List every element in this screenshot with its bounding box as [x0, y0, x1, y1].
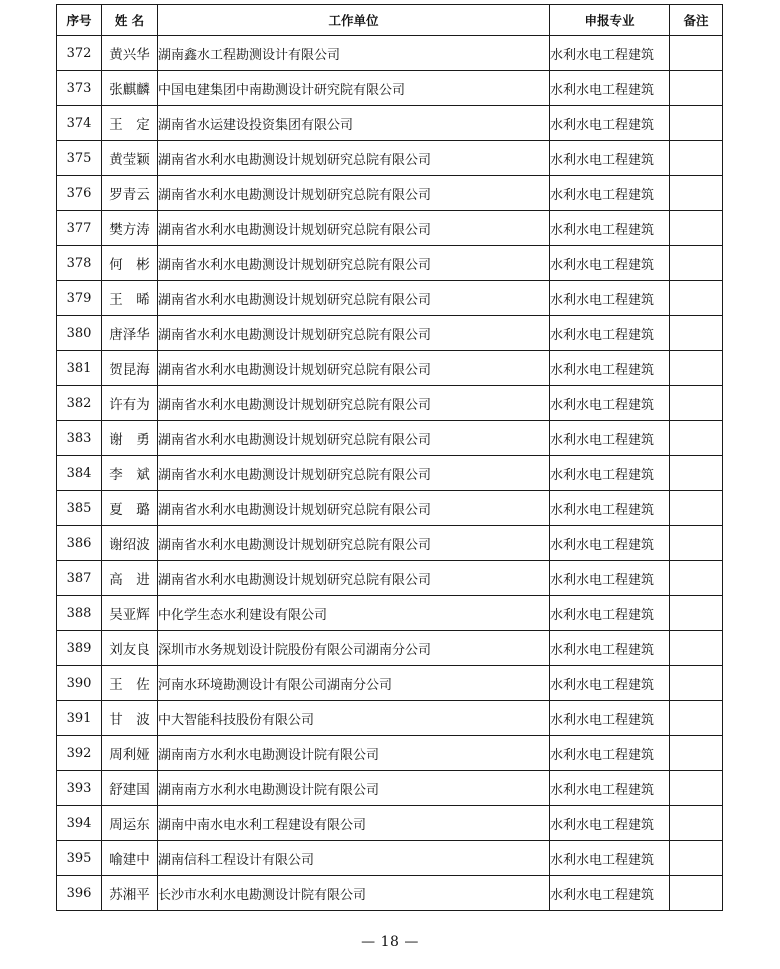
name-cell: 舒建国	[102, 771, 158, 806]
serial-number-cell: 385	[57, 491, 102, 526]
work-unit-cell: 湖南省水利水电勘测设计规划研究总院有限公司	[158, 246, 550, 281]
work-unit-cell: 湖南省水运建设投资集团有限公司	[158, 106, 550, 141]
table-row	[57, 841, 723, 876]
remarks-cell	[670, 421, 723, 456]
table-body	[57, 36, 723, 911]
remarks-cell	[670, 211, 723, 246]
table-row	[57, 806, 723, 841]
remarks-cell	[670, 141, 723, 176]
work-unit-cell: 湖南省水利水电勘测设计规划研究总院有限公司	[158, 141, 550, 176]
work-unit-cell: 河南水环境勘测设计有限公司湖南分公司	[158, 666, 550, 701]
table-row	[57, 36, 723, 71]
remarks-cell	[670, 771, 723, 806]
major-cell: 水利水电工程建筑	[550, 246, 670, 281]
name-cell: 吴亚辉	[102, 596, 158, 631]
major-cell: 水利水电工程建筑	[550, 211, 670, 246]
serial-number-cell: 387	[57, 561, 102, 596]
table-header	[57, 5, 723, 36]
name-cell: 谢 勇	[102, 421, 158, 456]
work-unit-cell: 湖南南方水利水电勘测设计院有限公司	[158, 771, 550, 806]
remarks-cell	[670, 561, 723, 596]
serial-number-cell: 389	[57, 631, 102, 666]
table-row	[57, 281, 723, 316]
table-row	[57, 421, 723, 456]
work-unit-cell: 中化学生态水利建设有限公司	[158, 596, 550, 631]
remarks-cell	[670, 386, 723, 421]
work-unit-cell: 湖南省水利水电勘测设计规划研究总院有限公司	[158, 421, 550, 456]
header-remarks: 备注	[670, 5, 723, 36]
serial-number-cell: 382	[57, 386, 102, 421]
remarks-cell	[670, 701, 723, 736]
table-row	[57, 771, 723, 806]
work-unit-cell: 湖南中南水电水利工程建设有限公司	[158, 806, 550, 841]
work-unit-cell: 湖南鑫水工程勘测设计有限公司	[158, 36, 550, 71]
work-unit-cell: 湖南省水利水电勘测设计规划研究总院有限公司	[158, 456, 550, 491]
name-cell: 李 斌	[102, 456, 158, 491]
serial-number-cell: 396	[57, 876, 102, 911]
roster-table	[56, 4, 723, 911]
work-unit-cell: 湖南省水利水电勘测设计规划研究总院有限公司	[158, 281, 550, 316]
table-row	[57, 141, 723, 176]
serial-number-cell: 392	[57, 736, 102, 771]
remarks-cell	[670, 456, 723, 491]
remarks-cell	[670, 491, 723, 526]
name-cell: 高 进	[102, 561, 158, 596]
table-row	[57, 316, 723, 351]
serial-number-cell: 381	[57, 351, 102, 386]
serial-number-cell: 378	[57, 246, 102, 281]
name-cell: 樊方涛	[102, 211, 158, 246]
work-unit-cell: 湖南省水利水电勘测设计规划研究总院有限公司	[158, 386, 550, 421]
remarks-cell	[670, 736, 723, 771]
work-unit-cell: 湖南省水利水电勘测设计规划研究总院有限公司	[158, 176, 550, 211]
remarks-cell	[670, 841, 723, 876]
major-cell: 水利水电工程建筑	[550, 631, 670, 666]
serial-number-cell: 379	[57, 281, 102, 316]
table-row	[57, 876, 723, 911]
major-cell: 水利水电工程建筑	[550, 141, 670, 176]
table-row	[57, 491, 723, 526]
remarks-cell	[670, 806, 723, 841]
work-unit-cell: 深圳市水务规划设计院股份有限公司湖南分公司	[158, 631, 550, 666]
work-unit-cell: 湖南省水利水电勘测设计规划研究总院有限公司	[158, 351, 550, 386]
name-cell: 周运东	[102, 806, 158, 841]
table-row	[57, 176, 723, 211]
remarks-cell	[670, 666, 723, 701]
serial-number-cell: 384	[57, 456, 102, 491]
remarks-cell	[670, 876, 723, 911]
serial-number-cell: 375	[57, 141, 102, 176]
work-unit-cell: 中国电建集团中南勘测设计研究院有限公司	[158, 71, 550, 106]
table-row	[57, 666, 723, 701]
header-serial-number: 序号	[57, 5, 102, 36]
serial-number-cell: 391	[57, 701, 102, 736]
remarks-cell	[670, 281, 723, 316]
major-cell: 水利水电工程建筑	[550, 386, 670, 421]
name-cell: 何 彬	[102, 246, 158, 281]
work-unit-cell: 湖南省水利水电勘测设计规划研究总院有限公司	[158, 526, 550, 561]
major-cell: 水利水电工程建筑	[550, 806, 670, 841]
major-cell: 水利水电工程建筑	[550, 71, 670, 106]
major-cell: 水利水电工程建筑	[550, 596, 670, 631]
major-cell: 水利水电工程建筑	[550, 106, 670, 141]
table-row	[57, 106, 723, 141]
remarks-cell	[670, 526, 723, 561]
name-cell: 唐泽华	[102, 316, 158, 351]
name-cell: 王 定	[102, 106, 158, 141]
serial-number-cell: 373	[57, 71, 102, 106]
serial-number-cell: 393	[57, 771, 102, 806]
major-cell: 水利水电工程建筑	[550, 351, 670, 386]
name-cell: 谢绍波	[102, 526, 158, 561]
serial-number-cell: 390	[57, 666, 102, 701]
serial-number-cell: 386	[57, 526, 102, 561]
major-cell: 水利水电工程建筑	[550, 421, 670, 456]
remarks-cell	[670, 631, 723, 666]
major-cell: 水利水电工程建筑	[550, 176, 670, 211]
major-cell: 水利水电工程建筑	[550, 456, 670, 491]
name-cell: 甘 波	[102, 701, 158, 736]
name-cell: 黄兴华	[102, 36, 158, 71]
table-row	[57, 71, 723, 106]
serial-number-cell: 395	[57, 841, 102, 876]
header-work-unit: 工作单位	[158, 5, 550, 36]
serial-number-cell: 383	[57, 421, 102, 456]
remarks-cell	[670, 71, 723, 106]
table-row	[57, 526, 723, 561]
header-name: 姓 名	[102, 5, 158, 36]
remarks-cell	[670, 36, 723, 71]
major-cell: 水利水电工程建筑	[550, 491, 670, 526]
name-cell: 王 晞	[102, 281, 158, 316]
table-row	[57, 351, 723, 386]
table-row	[57, 561, 723, 596]
name-cell: 张麒麟	[102, 71, 158, 106]
work-unit-cell: 湖南省水利水电勘测设计规划研究总院有限公司	[158, 561, 550, 596]
remarks-cell	[670, 176, 723, 211]
major-cell: 水利水电工程建筑	[550, 841, 670, 876]
table-row	[57, 456, 723, 491]
name-cell: 刘友良	[102, 631, 158, 666]
major-cell: 水利水电工程建筑	[550, 281, 670, 316]
name-cell: 喻建中	[102, 841, 158, 876]
work-unit-cell: 湖南省水利水电勘测设计规划研究总院有限公司	[158, 211, 550, 246]
remarks-cell	[670, 316, 723, 351]
major-cell: 水利水电工程建筑	[550, 666, 670, 701]
name-cell: 苏湘平	[102, 876, 158, 911]
page-number: — 18 —	[361, 934, 419, 950]
work-unit-cell: 湖南省水利水电勘测设计规划研究总院有限公司	[158, 316, 550, 351]
remarks-cell	[670, 106, 723, 141]
header-major: 申报专业	[550, 5, 670, 36]
header-row	[57, 5, 723, 36]
remarks-cell	[670, 351, 723, 386]
major-cell: 水利水电工程建筑	[550, 701, 670, 736]
work-unit-cell: 湖南南方水利水电勘测设计院有限公司	[158, 736, 550, 771]
major-cell: 水利水电工程建筑	[550, 36, 670, 71]
name-cell: 罗青云	[102, 176, 158, 211]
major-cell: 水利水电工程建筑	[550, 316, 670, 351]
serial-number-cell: 388	[57, 596, 102, 631]
table-row	[57, 596, 723, 631]
name-cell: 周利娅	[102, 736, 158, 771]
name-cell: 许有为	[102, 386, 158, 421]
name-cell: 贺昆海	[102, 351, 158, 386]
serial-number-cell: 377	[57, 211, 102, 246]
work-unit-cell: 湖南省水利水电勘测设计规划研究总院有限公司	[158, 491, 550, 526]
table-row	[57, 246, 723, 281]
name-cell: 夏 璐	[102, 491, 158, 526]
major-cell: 水利水电工程建筑	[550, 876, 670, 911]
work-unit-cell: 长沙市水利水电勘测设计院有限公司	[158, 876, 550, 911]
major-cell: 水利水电工程建筑	[550, 561, 670, 596]
major-cell: 水利水电工程建筑	[550, 771, 670, 806]
table-row	[57, 701, 723, 736]
work-unit-cell: 中大智能科技股份有限公司	[158, 701, 550, 736]
work-unit-cell: 湖南信科工程设计有限公司	[158, 841, 550, 876]
remarks-cell	[670, 596, 723, 631]
serial-number-cell: 372	[57, 36, 102, 71]
name-cell: 黄莹颖	[102, 141, 158, 176]
major-cell: 水利水电工程建筑	[550, 526, 670, 561]
table-row	[57, 211, 723, 246]
name-cell: 王 佐	[102, 666, 158, 701]
remarks-cell	[670, 246, 723, 281]
serial-number-cell: 394	[57, 806, 102, 841]
major-cell: 水利水电工程建筑	[550, 736, 670, 771]
table-row	[57, 736, 723, 771]
table-row	[57, 631, 723, 666]
serial-number-cell: 376	[57, 176, 102, 211]
serial-number-cell: 374	[57, 106, 102, 141]
serial-number-cell: 380	[57, 316, 102, 351]
table-row	[57, 386, 723, 421]
